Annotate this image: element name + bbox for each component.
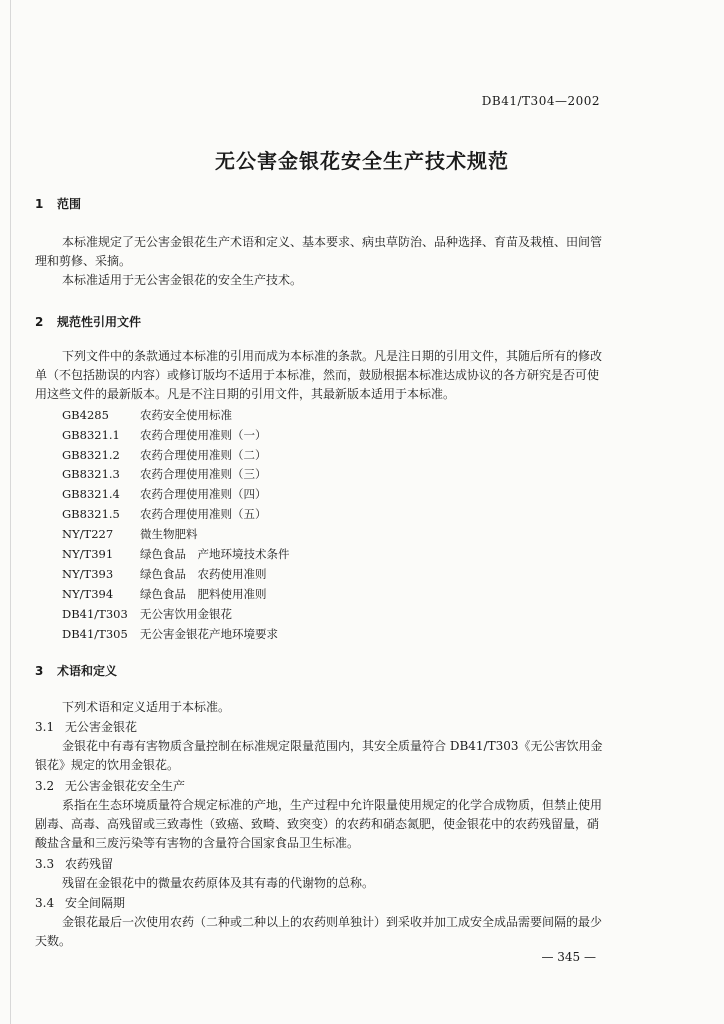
section-number: 2 bbox=[35, 315, 44, 329]
reference-item: GB8321.2 农药合理使用准则（二） bbox=[62, 448, 267, 462]
term-3-3-heading: 3.3 农药残留 bbox=[35, 857, 114, 871]
section-title: 规范性引用文件 bbox=[57, 315, 142, 329]
term-3-1-heading: 3.1 无公害金银花 bbox=[35, 720, 138, 734]
reference-item: DB41/T305 无公害金银花产地环境要求 bbox=[62, 627, 278, 641]
reference-item: DB41/T303 无公害饮用金银花 bbox=[62, 607, 232, 621]
section-1-paragraph-2: 本标准适用于无公害金银花的安全生产技术。 bbox=[62, 273, 303, 287]
reference-item: NY/T394 绿色食品 肥料使用准则 bbox=[62, 587, 267, 601]
term-3-4-definition: 金银花最后一次使用农药（二种或二种以上的农药则单独计）到采收并加工成安全成品需要间隔的最少天数。 bbox=[35, 915, 603, 948]
term-3-3-definition: 残留在金银花中的微量农药原体及其有毒的代谢物的总称。 bbox=[62, 876, 375, 890]
reference-item: GB8321.1 农药合理使用准则（一） bbox=[62, 428, 267, 442]
section-1-heading bbox=[35, 195, 81, 212]
section-number: 1 bbox=[35, 197, 44, 211]
section-2-intro: 下列文件中的条款通过本标准的引用而成为本标准的条款。凡是注日期的引用文件，其随后所有的修改单（不包括勘误的内容）或修订版均不适用于本标准，然而，鼓励根据本标准达成协议的各方研究是否可使用这些文件的最新版本。凡是不注日期的引用文件，其最新版本适用于本标准。 bbox=[35, 349, 603, 401]
term-3-2-heading: 3.2 无公害金银花安全生产 bbox=[35, 779, 186, 793]
document-title: 无公害金银花安全生产技术规范 bbox=[215, 149, 509, 173]
term-3-4-heading: 3.4 安全间隔期 bbox=[35, 896, 126, 910]
term-3-1-definition: 金银花中有毒有害物质含量控制在标准规定限量范围内，其安全质量符合 DB41/T303《无公害饮用金银花》规定的饮用金银花。 bbox=[35, 739, 603, 772]
section-title: 术语和定义 bbox=[57, 664, 118, 678]
section-3-intro: 下列术语和定义适用于本标准。 bbox=[62, 700, 231, 714]
standard-code: DB41/T304—2002 bbox=[481, 94, 600, 108]
reference-item: GB4285 农药安全使用标准 bbox=[62, 408, 232, 422]
section-number: 3 bbox=[35, 664, 44, 678]
term-3-2-definition: 系指在生态环境质量符合规定标准的产地，生产过程中允许限量使用规定的化学合成物质，但禁止使用剧毒、高毒、高残留或三致毒性（致癌、致畸、致突变）的农药和硝态氮肥，使金银花中的农药残留量，硝酸盐含量和三废污染等有害物的含量符合国家食品卫生标准。 bbox=[35, 798, 603, 850]
reference-item: GB8321.5 农药合理使用准则（五） bbox=[62, 507, 267, 521]
reference-item: GB8321.3 农药合理使用准则（三） bbox=[62, 467, 267, 481]
section-2-heading bbox=[35, 313, 141, 330]
section-1-paragraph-1: 本标准规定了无公害金银花生产术语和定义、基本要求、病虫草防治、品种选择、育苗及栽植、田间管理和剪修、采摘。 bbox=[35, 235, 603, 268]
reference-item: NY/T227 微生物肥料 bbox=[62, 527, 198, 541]
section-3-heading bbox=[35, 662, 117, 679]
reference-item: NY/T393 绿色食品 农药使用准则 bbox=[62, 567, 267, 581]
page-number: — 345 — bbox=[541, 950, 596, 964]
reference-item: NY/T391 绿色食品 产地环境技术条件 bbox=[62, 547, 290, 561]
section-title: 范围 bbox=[57, 197, 82, 211]
reference-item: GB8321.4 农药合理使用准则（四） bbox=[62, 487, 267, 501]
